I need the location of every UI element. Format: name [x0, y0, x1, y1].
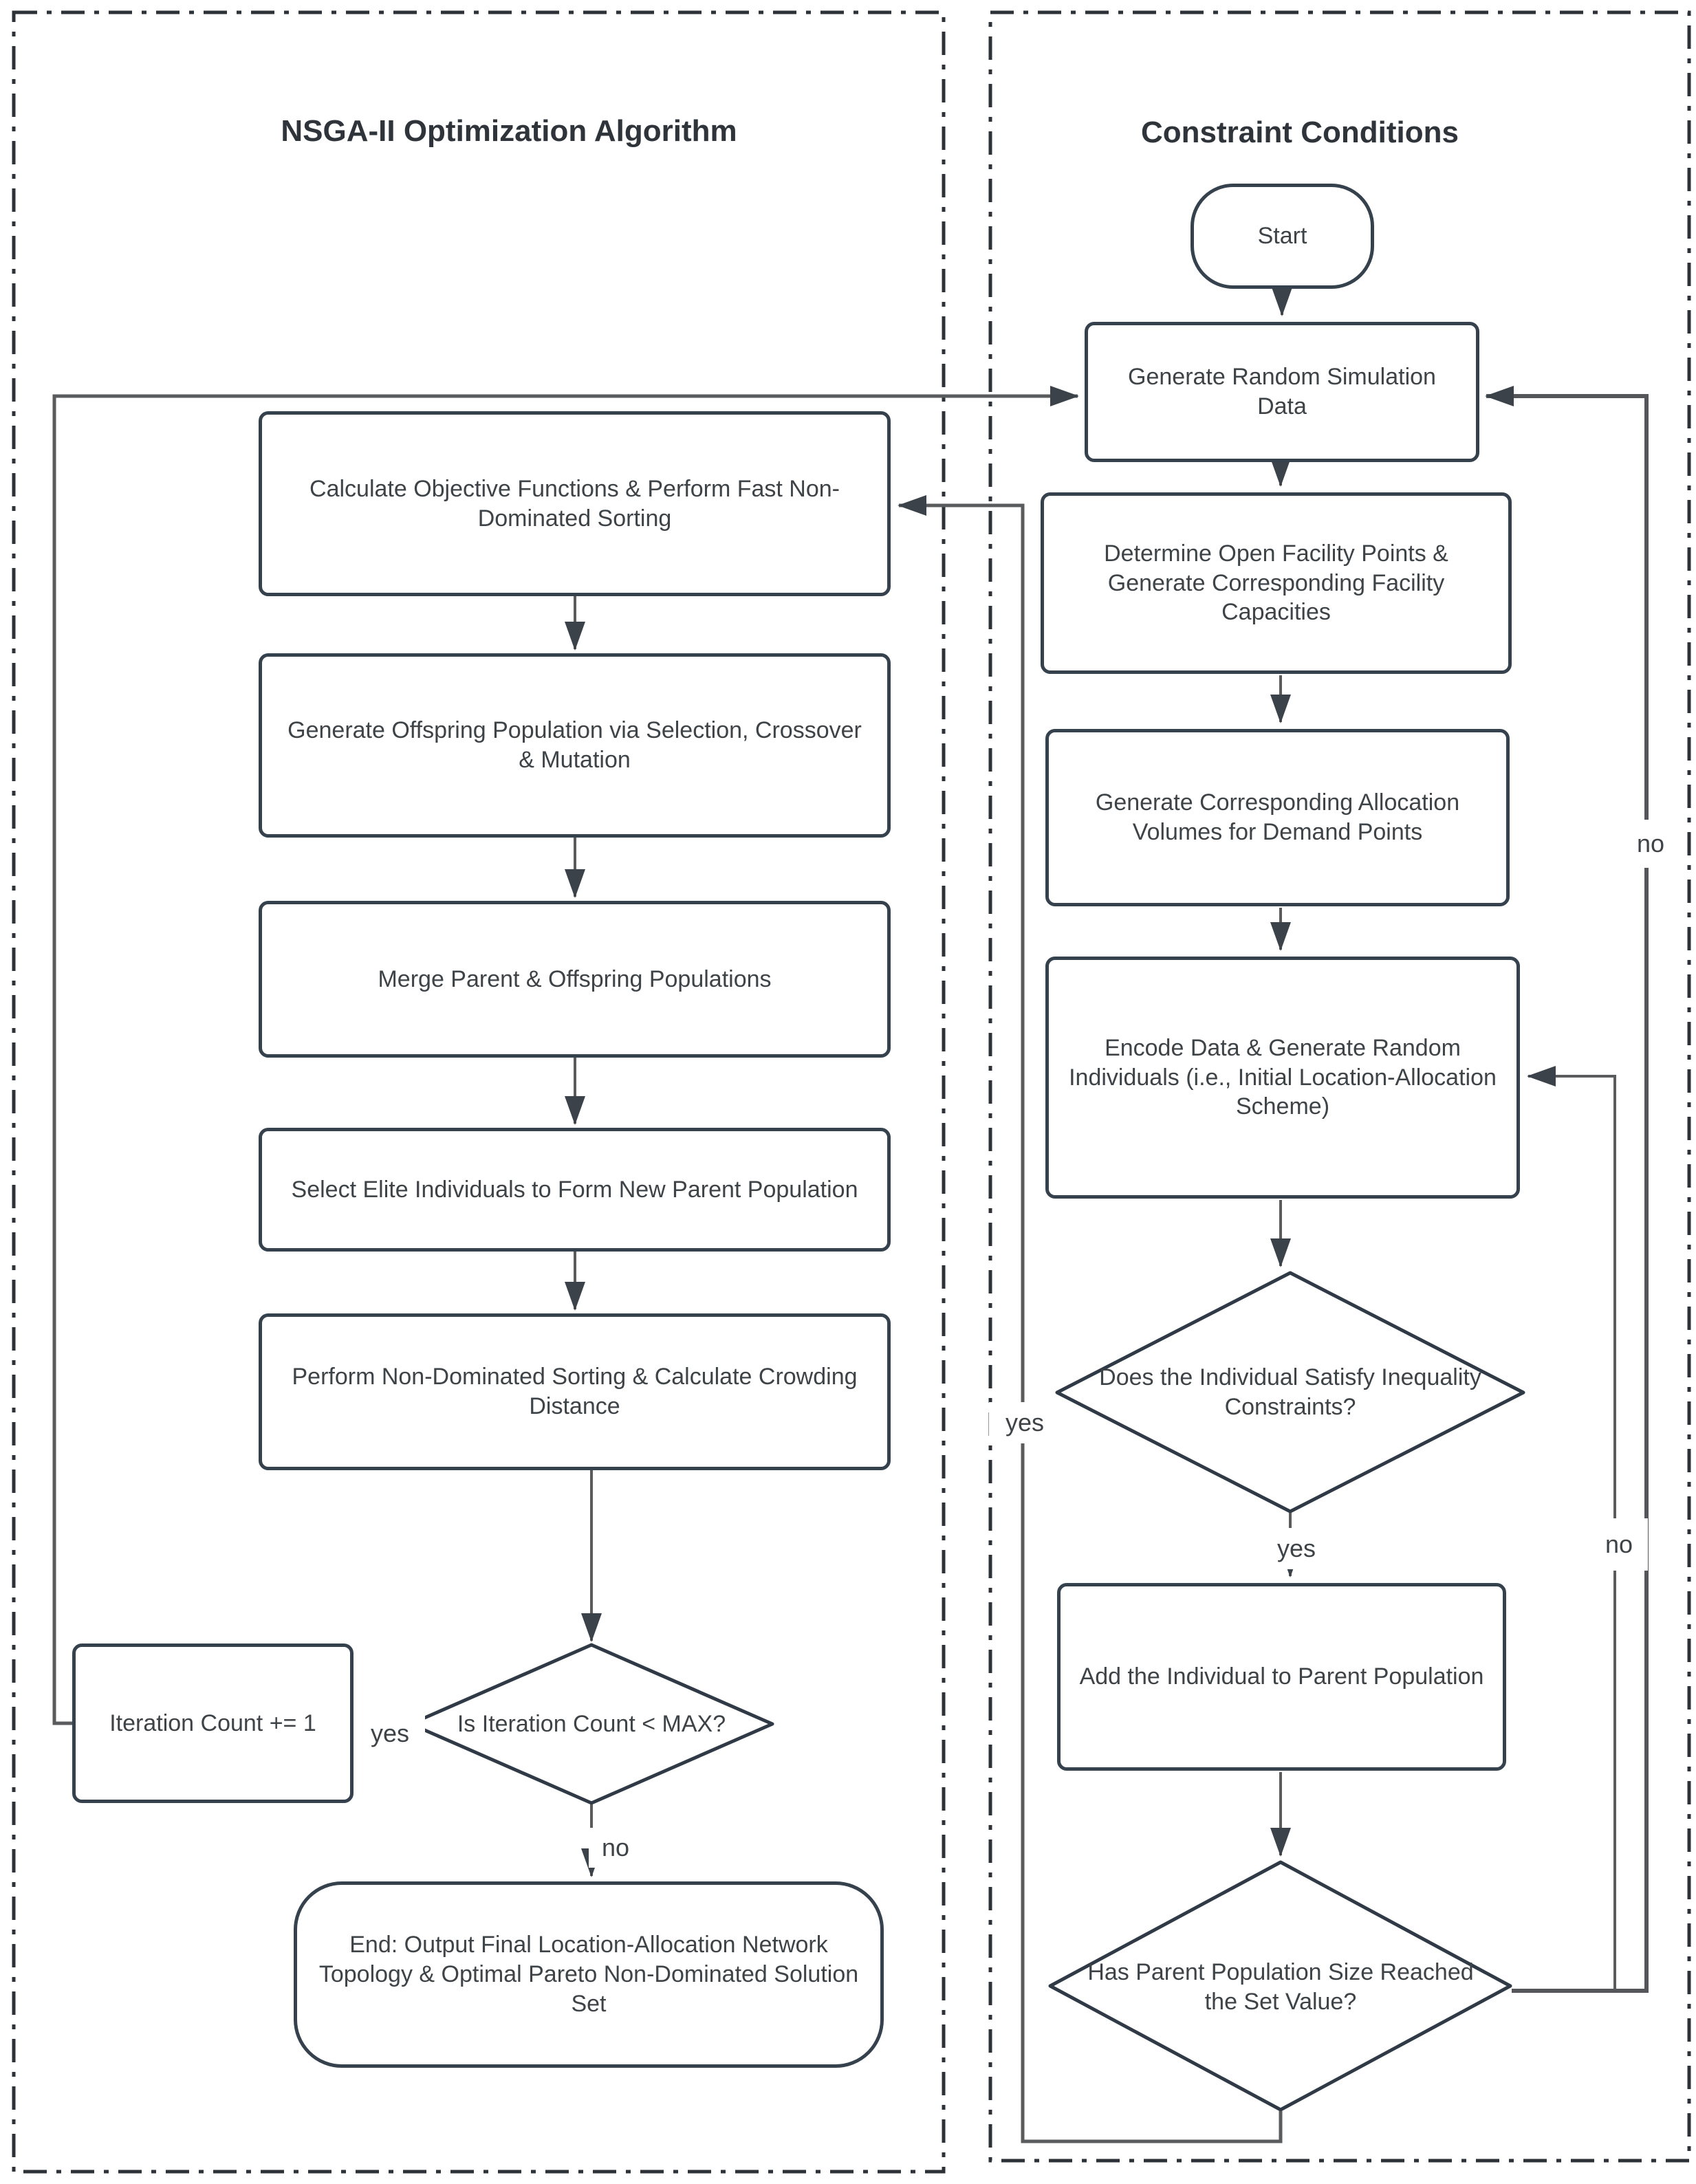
node-population-check-label: Has Parent Population Size Reached the Set Value? — [1087, 1959, 1474, 2015]
edge-label-population-yes: yes — [989, 1402, 1061, 1443]
node-encode-data: Encode Data & Generate Random Individuals (i.e., Initial Location-Allocation Scheme) — [1045, 957, 1520, 1199]
node-iteration-increment: Iteration Count += 1 — [72, 1644, 354, 1803]
node-calc-objectives: Calculate Objective Functions & Perform Fast Non-Dominated Sorting — [259, 411, 891, 596]
node-iteration-check-label: Is Iteration Count < MAX? — [457, 1711, 726, 1738]
edge-label-population-no-outer: no — [1622, 820, 1679, 868]
node-add-individual: Add the Individual to Parent Population — [1057, 1583, 1506, 1771]
node-start: Start — [1191, 184, 1374, 289]
left-panel-title: NSGA-II Optimization Algorithm — [281, 114, 737, 148]
node-crowding-distance: Perform Non-Dominated Sorting & Calculate Crowding Distance — [259, 1313, 891, 1470]
edge-label-population-no-inner: no — [1590, 1518, 1648, 1571]
right-panel-title: Constraint Conditions — [1141, 116, 1459, 149]
edge-label-iteration-yes: yes — [355, 1714, 425, 1754]
node-merge-populations: Merge Parent & Offspring Populations — [259, 901, 891, 1058]
node-determine-facilities: Determine Open Facility Points & Generate Corresponding Facility Capacities — [1041, 492, 1512, 674]
node-constraint-check-label: Does the Individual Satisfy Inequality Constraints? — [1099, 1364, 1481, 1420]
edge-label-iteration-no: no — [589, 1828, 642, 1868]
edge-label-constraint-yes: yes — [1261, 1528, 1332, 1569]
node-select-elite: Select Elite Individuals to Form New Parent Population — [259, 1128, 891, 1252]
node-gen-allocation-volumes: Generate Corresponding Allocation Volumes for Demand Points — [1045, 729, 1510, 906]
left-panel-border — [14, 12, 944, 2172]
node-gen-random-data: Generate Random Simulation Data — [1085, 322, 1479, 462]
node-end: End: Output Final Location-Allocation Network Topology & Optimal Pareto Non-Dominated Solution Set — [294, 1881, 884, 2068]
node-gen-offspring: Generate Offspring Population via Selection, Crossover & Mutation — [259, 653, 891, 838]
